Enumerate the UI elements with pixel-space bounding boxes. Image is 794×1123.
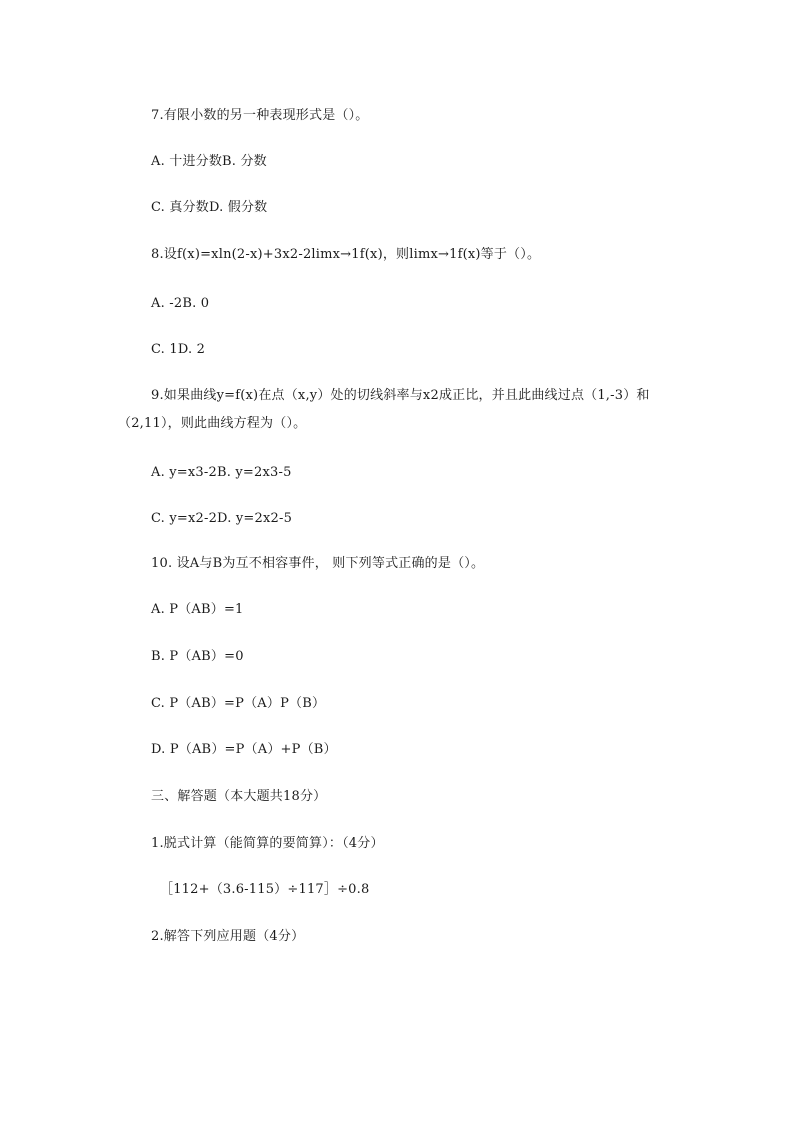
question-8: 8.设f(x)=xln(2-x)+3x2-2limx→1f(x)，则limx→1f(x)等于（）。 <box>151 247 541 262</box>
question-10-option-d: D. P（AB）=P（A）+P（B） <box>151 742 337 757</box>
question-9-options-ab: A. y=x3-2B. y=2x3-5 <box>151 465 292 480</box>
question-10: 10. 设A与B为互不相容事件， 则下列等式正确的是（）。 <box>151 556 485 571</box>
question-8-options-cd: C. 1D. 2 <box>151 342 206 357</box>
question-9: 9.如果曲线y=f(x)在点（x,y）处的切线斜率与x2成正比，并且此曲线过点（1,-3）和（2,11），则此曲线方程为（）。 <box>118 388 650 431</box>
section-3-item-1: 1.脱式计算（能简算的要简算）：（4分） <box>151 836 384 851</box>
question-7-options-ab: A. 十进分数B. 分数 <box>151 154 267 169</box>
section-3-heading: 三、解答题（本大题共18分） <box>151 789 327 804</box>
question-10-option-a: A. P（AB）=1 <box>151 602 244 617</box>
question-8-options-ab: A. -2B. 0 <box>151 296 210 311</box>
question-9-options-cd: C. y=x2-2D. y=2x2-5 <box>151 511 293 526</box>
question-7-options-cd: C. 真分数D. 假分数 <box>151 200 268 215</box>
section-3-item-2: 2.解答下列应用题（4分） <box>151 929 305 944</box>
question-10-option-b: B. P（AB）=0 <box>151 649 244 664</box>
question-10-option-c: C. P（AB）=P（A）P（B） <box>151 696 326 711</box>
section-3-item-1-expression: ［112+（3.6-115）÷117］÷0.8 <box>160 882 370 897</box>
question-7: 7.有限小数的另一种表现形式是（）。 <box>151 108 369 123</box>
